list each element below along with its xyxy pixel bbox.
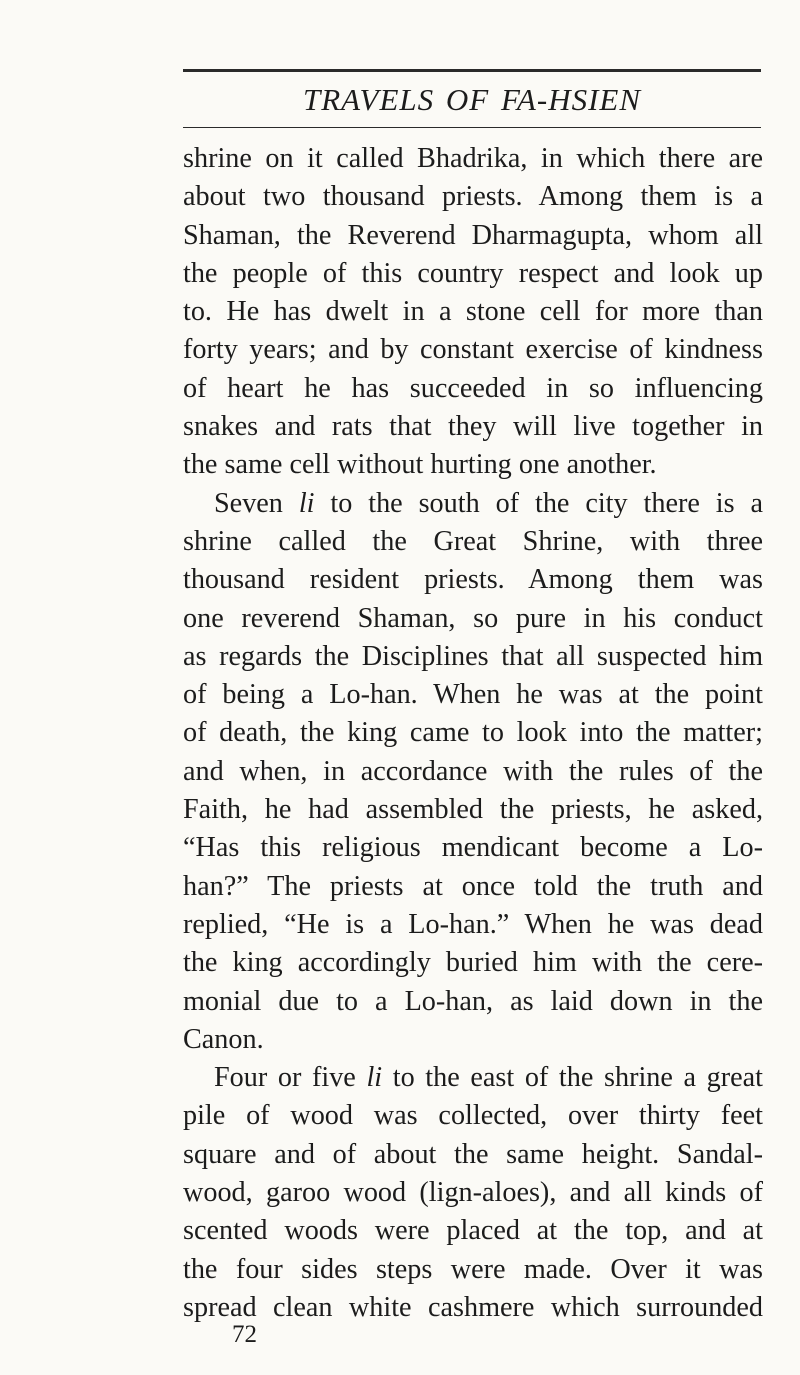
text-line: about two thousand priests. Among them is a (183, 181, 763, 213)
running-head: TRAVELS OF FA-HSIEN (302, 82, 642, 117)
italic-term: li (366, 1062, 383, 1094)
text-line: the four sides steps were made. Over it was (183, 1253, 763, 1285)
header-rule-bottom (183, 127, 761, 128)
text-line: replied, “He is a Lo-han.” When he was dead (183, 908, 763, 940)
text-line: monial due to a Lo-han, as laid down in the (183, 985, 763, 1017)
body-text (183, 140, 763, 1327)
italic-term: li (298, 487, 315, 519)
text-line: thousand resident priests. Among them was (183, 564, 763, 596)
text-line: Canon. (183, 1023, 264, 1055)
text-line: Four or five li to the east of the shrine a great (214, 1062, 763, 1094)
text-line: snakes and rats that they will live together in (183, 411, 763, 443)
text-line: spread clean white cashmere which surrounded (183, 1291, 763, 1323)
text-line: square and of about the same height. Sandal- (183, 1138, 763, 1170)
text-line: of death, the king came to look into the matter; (183, 717, 763, 749)
text-line: shrine on it called Bhadrika, in which there are (183, 143, 763, 174)
text-line: to. He has dwelt in a stone cell for more than (183, 296, 763, 328)
text-line: the people of this country respect and look up (183, 257, 763, 289)
text-line: the king accordingly buried him with the cere- (183, 947, 763, 979)
text-line: forty years; and by constant exercise of kindness (183, 334, 763, 366)
text-line: Faith, he had assembled the priests, he asked, (183, 794, 763, 826)
text-line: the same cell without hurting one another. (183, 449, 657, 481)
text-line: “Has this religious mendicant become a Lo- (183, 832, 763, 864)
text-line: and when, in accordance with the rules of the (183, 755, 763, 787)
text-line: pile of wood was collected, over thirty feet (183, 1100, 763, 1132)
text-line: han?” The priests at once told the truth and (183, 870, 763, 902)
page-number: 72 (232, 1321, 257, 1348)
text-line: Shaman, the Reverend Dharmagupta, whom all (183, 219, 763, 251)
text-line: shrine called the Great Shrine, with three (183, 525, 763, 557)
text-line: scented woods were placed at the top, and at (183, 1215, 763, 1247)
text-line: as regards the Disciplines that all suspected him (183, 640, 763, 672)
text-line: one reverend Shaman, so pure in his conduct (183, 602, 763, 634)
header-rule-top (183, 69, 761, 72)
text-line: Seven li to the south of the city there is a (214, 487, 763, 519)
text-line: of heart he has succeeded in so influencing (183, 372, 763, 404)
text-line: of being a Lo-han. When he was at the point (183, 679, 763, 711)
text-line: wood, garoo wood (lign-aloes), and all kinds of (183, 1177, 763, 1209)
